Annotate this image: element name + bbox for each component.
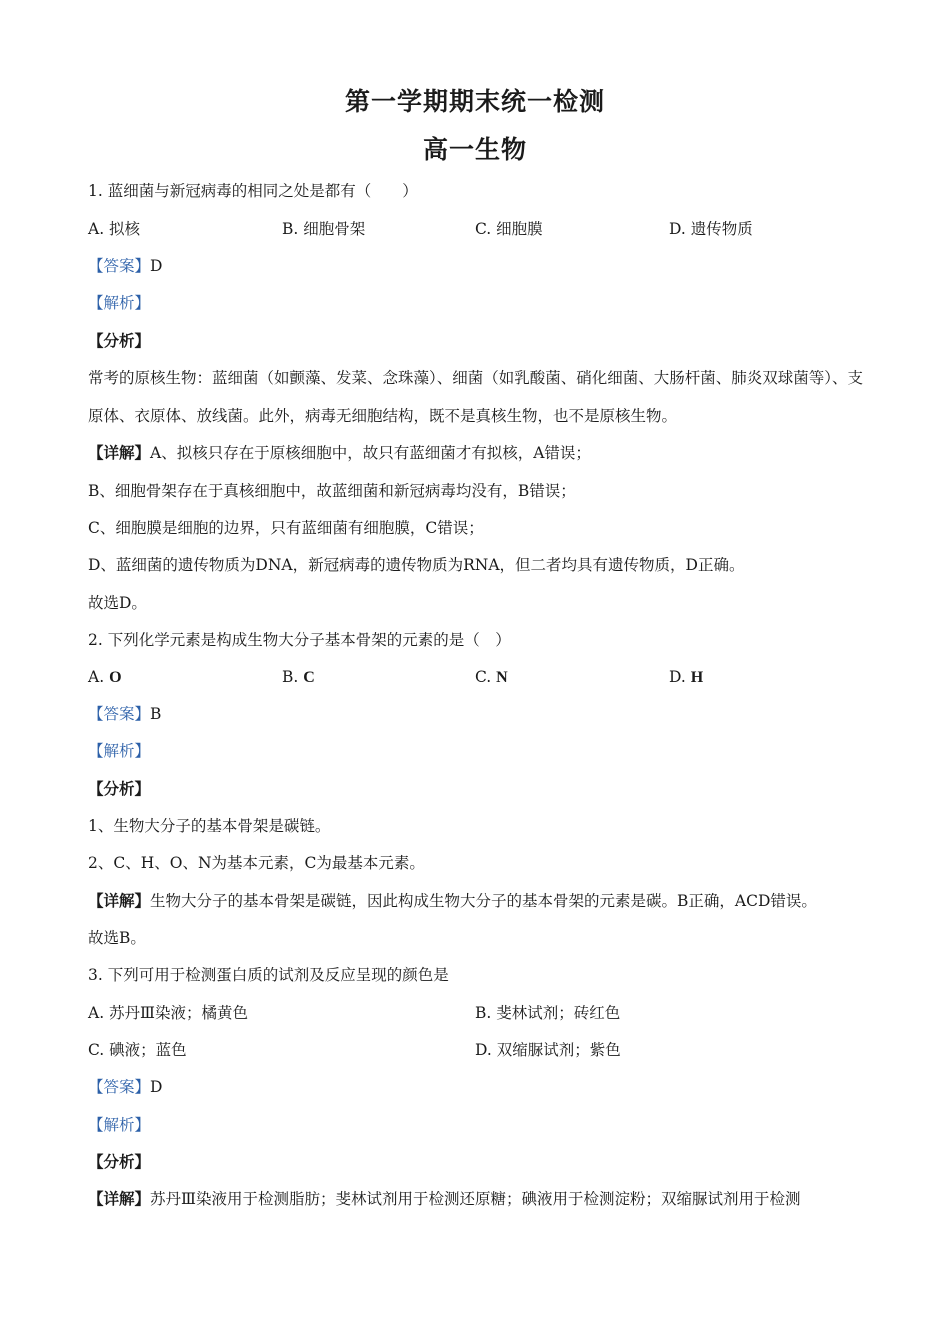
q2-option-a: A. O (88, 668, 122, 686)
q1-jiexi-tag: 【解析】 (88, 294, 151, 312)
q2-jiexi-tag: 【解析】 (88, 742, 151, 760)
q1-detail-c: C、细胞膜是细胞的边界，只有蓝细菌有细胞膜，C错误； (88, 519, 484, 537)
q2-option-c: C. N (475, 668, 508, 686)
q3-detail: 【详解】苏丹Ⅲ染液用于检测脂肪；斐林试剂用于检测还原糖；碘液用于检测淀粉；双缩脲试剂用于检测 (88, 1189, 801, 1208)
answer-tag: 【答案】 (88, 257, 151, 275)
q2-fenxi-1: 1、生物大分子的基本骨架是碳链。 (88, 817, 331, 835)
q1-detail-b: B、细胞骨架存在于真核细胞中，故蓝细菌和新冠病毒均没有，B错误； (88, 482, 576, 500)
q2-stem: 2. 下列化学元素是构成生物大分子基本骨架的元素的是（ ） (88, 631, 511, 649)
q1-conclusion: 故选D。 (88, 594, 147, 612)
q1-option-c: C. 细胞膜 (475, 220, 543, 238)
q1-detail-a: 【详解】A、拟核只存在于原核细胞中，故只有蓝细菌才有拟核，A错误； (88, 443, 591, 462)
answer-tag: 【答案】 (88, 1078, 151, 1096)
q3-option-b: B. 斐林试剂；砖红色 (475, 1004, 621, 1022)
answer-value: D (150, 257, 163, 275)
q2-conclusion: 故选B。 (88, 929, 146, 947)
answer-value: B (150, 705, 162, 723)
q1-answer (88, 256, 162, 276)
q3-option-c: C. 碘液；蓝色 (88, 1041, 187, 1059)
q2-fenxi-tag: 【分析】 (88, 779, 151, 798)
q1-option-a: A. 拟核 (88, 220, 141, 238)
q3-stem: 3. 下列可用于检测蛋白质的试剂及反应呈现的颜色是 (88, 966, 449, 984)
q2-fenxi-2: 2、C、H、O、N为基本元素，C为最基本元素。 (88, 854, 425, 872)
q1-fenxi-text: 常考的原核生物：蓝细菌（如颤藻、发菜、念珠藻）、细菌（如乳酸菌、硝化细菌、大肠杆菌、肺炎双球菌等）、支原体、衣原体、放线菌。此外，病毒无细胞结构，既不是真核生物，也不是原核生物。 (88, 369, 864, 425)
q2-option-b: B. C (282, 668, 315, 686)
answer-value: D (150, 1078, 163, 1096)
detail-tag: 【详解】 (88, 443, 151, 462)
q3-option-a: A. 苏丹Ⅲ染液；橘黄色 (88, 1004, 248, 1022)
page-subtitle: 高一生物 (422, 135, 527, 164)
q3-option-d: D. 双缩脲试剂；紫色 (475, 1041, 621, 1059)
q1-option-d: D. 遗传物质 (669, 220, 753, 238)
q3-jiexi-tag: 【解析】 (88, 1116, 151, 1134)
q1-stem: 1. 蓝细菌与新冠病毒的相同之处是都有（ ） (88, 182, 418, 200)
q2-detail: 【详解】生物大分子的基本骨架是碳链，因此构成生物大分子的基本骨架的元素是碳。B正确，ACD错误。 (88, 891, 817, 910)
page-title: 第一学期期末统一检测 (344, 87, 605, 116)
q3-answer (88, 1077, 162, 1097)
q1-option-b: B. 细胞骨架 (282, 220, 366, 238)
q2-answer (88, 704, 161, 724)
detail-tag: 【详解】 (88, 1189, 151, 1208)
q1-fenxi-tag: 【分析】 (88, 331, 151, 350)
q1-detail-d: D、蓝细菌的遗传物质为DNA，新冠病毒的遗传物质为RNA，但二者均具有遗传物质，D正确。 (88, 556, 745, 574)
q2-option-d: D. H (669, 668, 704, 686)
detail-tag: 【详解】 (88, 891, 151, 910)
q3-fenxi-tag: 【分析】 (88, 1152, 151, 1171)
answer-tag: 【答案】 (88, 705, 151, 723)
